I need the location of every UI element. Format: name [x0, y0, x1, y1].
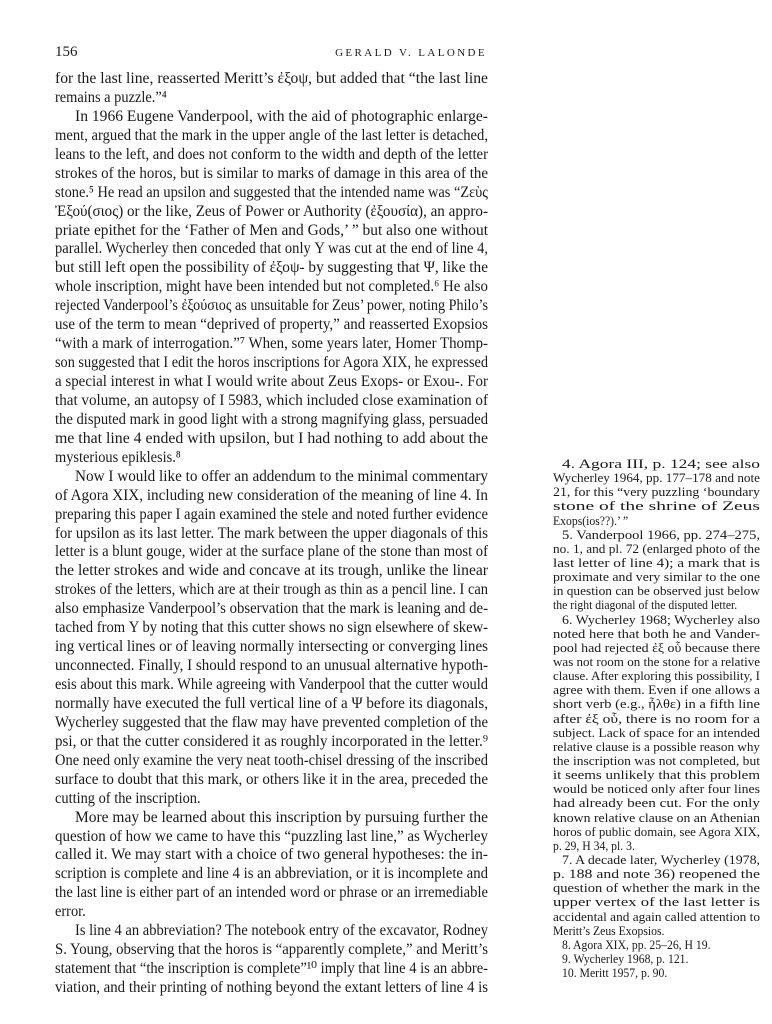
text-line: One need only examine the very neat tooth-chisel dressing of the inscribed — [55, 751, 488, 769]
text-line: a special interest in what I would write about Zeus Exops- or Exou-. For — [55, 373, 488, 390]
text-line: Is line 4 an abbreviation? The notebook entry of the excavator, Rodney — [75, 922, 488, 940]
footnote-line: last letter of line 4); a mark that is — [553, 554, 760, 570]
footnote-line: proximate and very similar to the one — [553, 569, 760, 585]
footnote — [553, 457, 760, 528]
paragraph — [55, 922, 488, 998]
footnote-line: horos of public domain, see Agora XIX, — [553, 823, 760, 839]
paragraph — [55, 70, 488, 108]
text-line: for upsilon as its last letter. The mark between the upper diagonals of this — [55, 524, 488, 542]
footnote-line: question of whether the mark in the — [553, 880, 760, 896]
footnote — [553, 966, 760, 980]
text-line: cutting of the inscription. — [55, 789, 201, 807]
footnote — [553, 938, 760, 952]
text-line: rejected Vanderpool’s ἐξούσιος as unsuitable for Zeus’ power, noting Philo’s — [55, 297, 488, 315]
text-line: tached from Υ by noting that this cutter shows no sign elsewhere of skew- — [55, 619, 488, 637]
footnote-line: after ἐξ οὗ, there is no room for a — [553, 710, 760, 726]
footnote-line: the inscription was not completed, but — [553, 752, 760, 768]
footnote-line: it seems unlikely that this problem — [553, 767, 760, 783]
footnote — [553, 853, 760, 938]
text-line: More may be learned about this inscription by pursuing further the — [75, 808, 488, 826]
footnote-line: 10. Meritt 1957, p. 90. — [562, 965, 668, 981]
footnote-line: subject. Lack of space for an intended — [553, 724, 760, 740]
text-line: surface to doubt that this mark, or others like it in the area, preceded the — [55, 770, 488, 788]
footnote-line: 7. A decade later, Wycherley (1978, — [562, 851, 760, 867]
text-line: Wycherley suggested that the flaw may have prevented completion of the — [55, 713, 488, 731]
running-head: GERALD V. LALONDE — [335, 47, 487, 59]
text-line: Now I would like to offer an addendum to the minimal commentary — [75, 467, 488, 485]
text-line: ing vertical lines or of leaving normally intersecting or converging lines — [55, 638, 488, 656]
text-line: letter is a blunt gouge, wider at the surface plane of the stone than most of — [55, 543, 488, 561]
text-line: statement that “the inscription is complete”¹⁰ imply that line 4 is an abbre- — [55, 960, 488, 978]
text-line: S. Young, observing that the horos is “apparently complete,” and Meritt’s — [55, 941, 488, 959]
text-line: mysterious epiklesis.⁸ — [55, 448, 181, 466]
footnote-line: 9. Wycherley 1968, p. 121. — [562, 950, 689, 966]
footnote-line: 21, for this “very puzzling ‘boundary — [553, 484, 760, 500]
footnote-line: 4. Agora III, p. 124; see also — [562, 456, 760, 471]
text-line: stone.⁵ He read an upsilon and suggested that the intended name was “Ζεὺς — [55, 183, 488, 201]
footnote-line: upper vertex of the last letter is — [553, 894, 760, 910]
footnote-line: Meritt’s Zeus Exopsios. — [553, 922, 665, 938]
footnote-line: stone of the shrine of Zeus — [553, 498, 760, 514]
text-line: error. — [55, 903, 86, 921]
text-line: the last line is either part of an intended word or phrase or an irremediable — [55, 884, 488, 902]
footnote — [553, 952, 760, 966]
footnote-line: had already been cut. For the only — [553, 795, 760, 811]
footnote-line: noted here that both he and Vander- — [553, 625, 760, 641]
text-line: priate epithet for the ‘Father of Men and Gods,’ ” but also one without — [55, 221, 488, 239]
footnote-line: accidental and again called attention to — [553, 908, 760, 924]
text-line: ment, argued that the mark in the upper angle of the last letter is detached, — [55, 126, 488, 144]
text-line: that volume, an autopsy of I 5983, which included close examination of — [55, 391, 488, 409]
text-line: whole inscription, might have been intended but not completed.⁶ He also — [55, 278, 488, 296]
footnote-line: 5. Vanderpool 1966, pp. 274–275, — [562, 526, 760, 542]
text-line: remains a puzzle.”⁴ — [55, 88, 167, 106]
footnote-line: p. 29, H 34, pl. 3. — [553, 837, 635, 853]
text-line: scription is complete and line 4 is an abbreviation, or it is incomplete and — [55, 865, 488, 883]
footnote-line: agree with them. Even if one allows a — [553, 682, 760, 698]
text-line: me that line 4 ended with upsilon, but I had nothing to add about the — [55, 429, 488, 447]
text-line: psi, or that the cutter considered it as roughly incorporated in the letter.⁹ — [55, 732, 488, 750]
text-line: but still left open the possibility of ἐξοψ- by suggesting that Ψ, like the — [55, 259, 488, 277]
text-line: unconnected. Finally, I should respond to an unusual alternative hypoth- — [55, 657, 488, 675]
text-line: viation, and their printing of nothing beyond the extant letters of line 4 is — [55, 979, 488, 996]
paragraph — [55, 108, 488, 468]
footnote-line: the right diagonal of the disputed letter. — [553, 597, 738, 613]
footnote-line: p. 188 and note 36) reopened the — [553, 866, 760, 882]
text-line: question of how we came to have this “puzzling last line,” as Wycherley — [55, 827, 488, 845]
footnote-line: relative clause is a possible reason why — [553, 738, 760, 754]
text-line: use of the term to mean “deprived of property,” and reasserted Exopsios — [55, 316, 488, 334]
footnote-line: pool had rejected ἐξ οὗ because there — [553, 639, 760, 655]
footnote-line: short verb (e.g., ἦλθε) in a fifth line — [553, 696, 760, 712]
text-line: preparing this paper I again examined the stele and noted further evidence — [55, 505, 488, 523]
paragraph — [55, 468, 488, 809]
text-line: leans to the left, and does not conform to the width and depth of the letter — [55, 145, 488, 163]
footnote-line: 6. Wycherley 1968; Wycherley also — [562, 611, 760, 627]
text-line: also emphasize Vanderpool’s observation that the mark is leaning and de- — [55, 600, 488, 618]
footnote-line: was not room on the stone for a relative — [553, 653, 760, 669]
text-line: “with a mark of interrogation.”⁷ When, some years later, Homer Thomp- — [55, 335, 488, 353]
text-line: Ἐξού(σιος) or the like, Zeus of Power or Authority (ἐξουσία), an appro- — [55, 202, 488, 220]
footnote-line: Exops(ios??).’ ” — [553, 512, 629, 528]
footnotes — [553, 457, 760, 980]
text-line: In 1966 Eugene Vanderpool, with the aid of photographic enlarge- — [75, 107, 488, 125]
text-line: called it. We may start with a choice of two general hypotheses: the in- — [55, 846, 488, 864]
text-line: the letter strokes and wide and concave at its trough, unlike the linear — [55, 562, 488, 580]
text-line: strokes of the letters, which are at their trough as thin as a pencil line. I can — [55, 581, 488, 599]
text-line: of Agora XIX, including new consideration of the meaning of line 4. In — [55, 486, 488, 504]
text-line: normally have executed the full vertical line of a Ψ before its diagonals, — [55, 694, 488, 712]
text-line: for the last line, reasserted Meritt’s ἐξοψ, but added that “the last line — [55, 70, 488, 87]
footnote — [553, 528, 760, 613]
text-line: son suggested that I edit the horos inscriptions for Agora XIX, he expressed — [55, 354, 488, 372]
page-number: 156 — [55, 44, 78, 60]
footnote-line: known relative clause on an Athenian — [553, 809, 760, 825]
footnote — [553, 613, 760, 853]
footnote-line: no. 1, and pl. 72 (enlarged photo of the — [553, 540, 760, 556]
text-line: esis about this mark. While agreeing with Vanderpool that the cutter would — [55, 676, 488, 693]
paragraph — [55, 809, 488, 923]
footnote-line: 8. Agora XIX, pp. 25–26, H 19. — [562, 936, 711, 952]
body-text — [55, 70, 488, 998]
text-line: parallel. Wycherley then conceded that only Υ was cut at the end of line 4, — [55, 240, 488, 258]
footnote-line: Wycherley 1964, pp. 177–178 and note — [553, 470, 760, 486]
footnote-line: in question can be observed just below — [553, 583, 760, 599]
footnote-line: clause. After exploring this possibility, I — [553, 668, 760, 684]
footnote-line: would be noticed only after four lines — [553, 781, 760, 797]
text-line: the disputed mark in good light with a strong magnifying glass, persuaded — [55, 410, 488, 428]
text-line: strokes of the horos, but is similar to marks of damage in this area of the — [55, 164, 488, 182]
